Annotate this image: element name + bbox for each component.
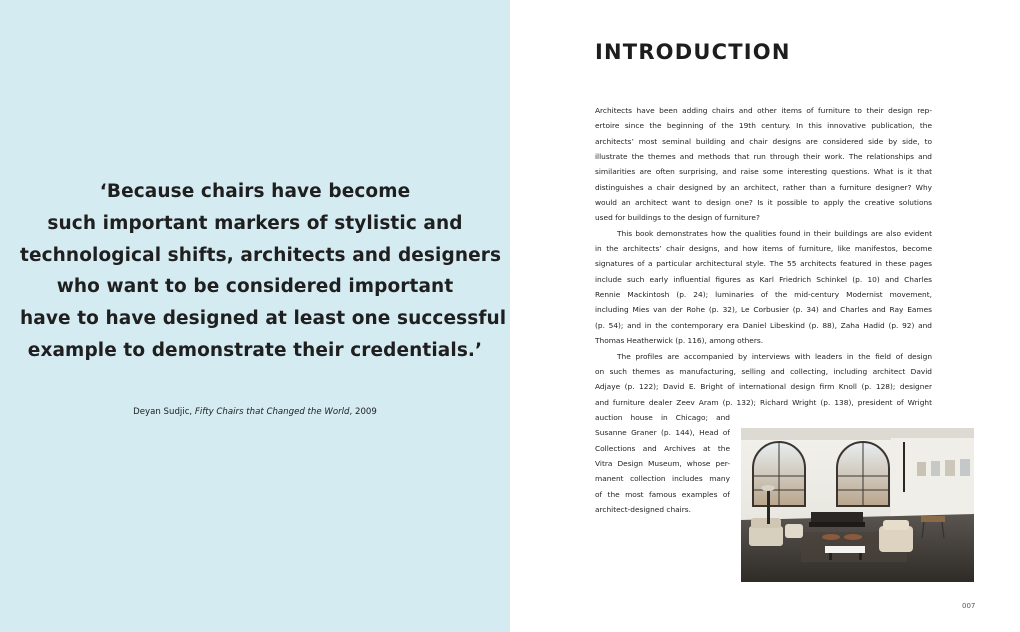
right-page <box>510 0 1020 632</box>
body-line: distinguishes a chair designed by an architect, rather than a furniture designer? Why <box>595 182 932 192</box>
body-line: architects’ most seminal building and chair designs are considered side by side, to <box>595 136 932 146</box>
body-line: Rennie Mackintosh (p. 24); luminaries of the mid-century Modernist movement, <box>595 290 932 300</box>
quote-line: example to demonstrate their credentials.’ <box>27 339 483 361</box>
body-line: ertoire since the beginning of the 19th century. In this innovative publication, the <box>595 121 932 131</box>
quote-line: such important markers of stylistic and <box>47 212 463 234</box>
page-number: 007 <box>962 602 976 610</box>
body-line: signatures of a particular architectural style. The 55 architects featured in these pages <box>595 259 932 269</box>
body-line: The profiles are accompanied by interviews with leaders in the field of design <box>617 351 932 361</box>
body-line: auction house in Chicago; and <box>595 412 730 422</box>
attribution-book-title: Fifty Chairs that Changed the World <box>194 407 350 417</box>
body-line: similarities are often surprising, and raise some interesting questions. What is it that <box>595 167 932 177</box>
pull-quote <box>20 176 507 367</box>
body-line: Adjaye (p. 122); David E. Bright of international design firm Knoll (p. 128); designer <box>595 382 932 392</box>
attribution-year: , 2009 <box>349 407 377 417</box>
interior-photo <box>741 428 974 582</box>
interior-photo-illustration <box>741 428 974 582</box>
body-line: Vitra Design Museum, whose per- <box>595 458 730 468</box>
body-line: manent collection includes many <box>595 474 730 484</box>
body-line: used for buildings to the design of furniture? <box>595 213 760 223</box>
quote-line: ‘Because chairs have become <box>99 181 411 202</box>
body-line: architect-designed chairs. <box>595 504 691 514</box>
body-line: in the architects’ chair designs, and how items of furniture, like manifestos, become <box>595 244 932 254</box>
body-line: (p. 54); and in the contemporary era Daniel Libeskind (p. 88), Zaha Hadid (p. 92) and <box>595 320 932 330</box>
quote-line: technological shifts, architects and designers <box>20 244 502 266</box>
body-line: including Mies van der Rohe (p. 32), Le Corbusier (p. 34) and Charles and Ray Eames <box>595 305 932 315</box>
body-line: Architects have been adding chairs and other items of furniture to their design rep- <box>595 106 932 115</box>
body-line: on such themes as manufacturing, selling and collecting, including architect David <box>595 366 932 376</box>
body-line: include such early influential figures as Karl Friedrich Schinkel (p. 10) and Charles <box>595 274 932 284</box>
body-line: illustrate the themes and methods that run through their work. The relationships and <box>595 152 932 162</box>
body-line: Thomas Heatherwick (p. 116), among others. <box>595 336 764 346</box>
body-line: Collections and Archives at the <box>595 443 730 453</box>
body-line: and furniture dealer Zeev Aram (p. 132); Richard Wright (p. 138), president of Wright <box>595 397 932 407</box>
quote-line: have to have designed at least one successful <box>20 308 507 330</box>
attribution-author: Deyan Sudjic, <box>133 407 195 417</box>
quote-line: who want to be considered important <box>56 276 454 298</box>
quote-attribution <box>20 407 490 417</box>
body-line: of the most famous examples of <box>595 489 730 499</box>
body-line: Susanne Graner (p. 144), Head of <box>595 428 730 438</box>
narrow-column <box>595 410 730 517</box>
body-line: would an architect want to design one? Is it possible to apply the creative solutions <box>595 198 932 208</box>
body-line: This book demonstrates how the qualities found in their buildings are also evident <box>617 228 932 238</box>
page-title: INTRODUCTION <box>595 40 791 64</box>
